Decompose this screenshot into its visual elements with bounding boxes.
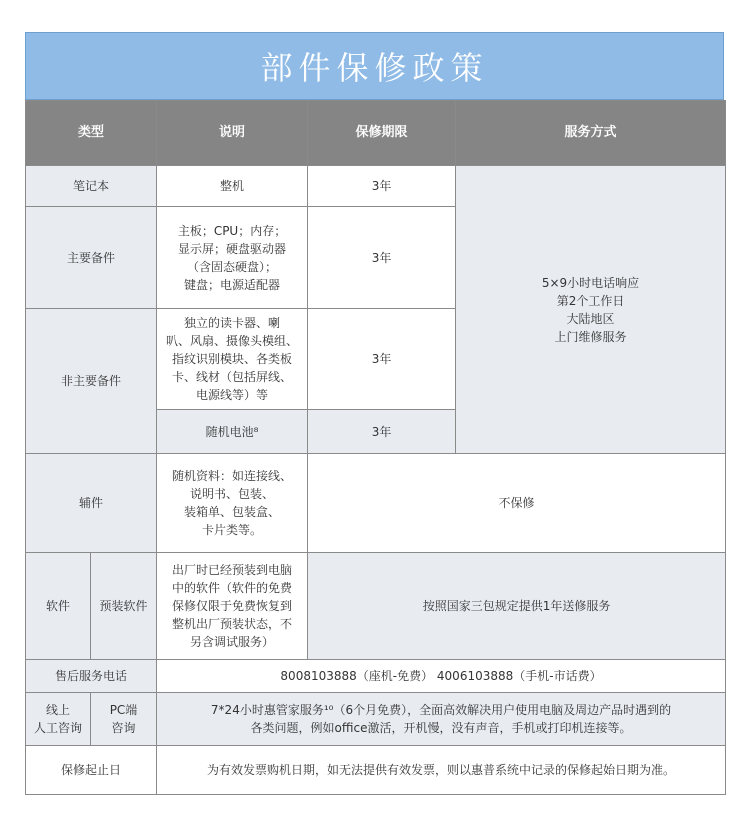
type-cell: 辅件 [26, 454, 157, 553]
hotline-value: 8008103888（座机-免费） 4006103888（手机-市话费） [157, 660, 726, 693]
warranty-table [25, 100, 726, 795]
period-cell: 3年 [308, 309, 456, 410]
online-sublabel: PC端 咨询 [91, 693, 157, 746]
table-row [26, 693, 726, 746]
online-value: 7*24小时惠管家服务¹⁰（6个月免费），全面高效解决用户使用电脑及周边产品时遇到的 各类问题，例如office激活，开机慢，没有声音，手机或打印机连接等。 [157, 693, 726, 746]
warranty-policy-table-frame [25, 32, 725, 793]
table-row [26, 166, 726, 207]
desc-cell: 独立的读卡器、喇 叭、风扇、摄像头模组、 指纹识别模块、各类板 卡、线材（包括屏线、 电源线等）等 [157, 309, 308, 410]
type-cell: 软件 [26, 553, 91, 660]
header-period: 保修期限 [308, 101, 456, 166]
period-cell: 3年 [308, 207, 456, 309]
type-cell: 非主要备件 [26, 309, 157, 454]
header-desc: 说明 [157, 101, 308, 166]
start-date-value: 为有效发票购机日期，如无法提供有效发票，则以惠普系统中记录的保修起始日期为准。 [157, 746, 726, 795]
type-cell: 主要备件 [26, 207, 157, 309]
header-row [26, 101, 726, 166]
period-cell: 3年 [308, 410, 456, 454]
table-row [26, 454, 726, 553]
start-date-label: 保修起止日 [26, 746, 157, 795]
period-cell: 3年 [308, 166, 456, 207]
title-bar [25, 32, 724, 100]
desc-cell: 随机电池⁸ [157, 410, 308, 454]
desc-cell: 整机 [157, 166, 308, 207]
policy-cell: 不保修 [308, 454, 726, 553]
online-label: 线上 人工咨询 [26, 693, 91, 746]
desc-cell: 主板；CPU；内存； 显示屏；硬盘驱动器 （含固态硬盘）； 键盘；电源适配器 [157, 207, 308, 309]
page-title: 部件保修政策 [260, 49, 489, 87]
desc-cell: 出厂时已经预装到电脑 中的软件（软件的免费 保修仅限于免费恢复到 整机出厂预装状态，不 另含调试服务） [157, 553, 308, 660]
table-row [26, 553, 726, 660]
subtype-cell: 预装软件 [91, 553, 157, 660]
header-type: 类型 [26, 101, 157, 166]
table-row [26, 746, 726, 795]
service-method-cell: 5×9小时电话响应 第2个工作日 大陆地区 上门维修服务 [456, 166, 726, 454]
policy-cell: 按照国家三包规定提供1年送修服务 [308, 553, 726, 660]
desc-cell: 随机资料：如连接线、 说明书、包装、 装箱单、包装盒、 卡片类等。 [157, 454, 308, 553]
hotline-label: 售后服务电话 [26, 660, 157, 693]
header-service: 服务方式 [456, 101, 726, 166]
table-row [26, 660, 726, 693]
type-cell: 笔记本 [26, 166, 157, 207]
